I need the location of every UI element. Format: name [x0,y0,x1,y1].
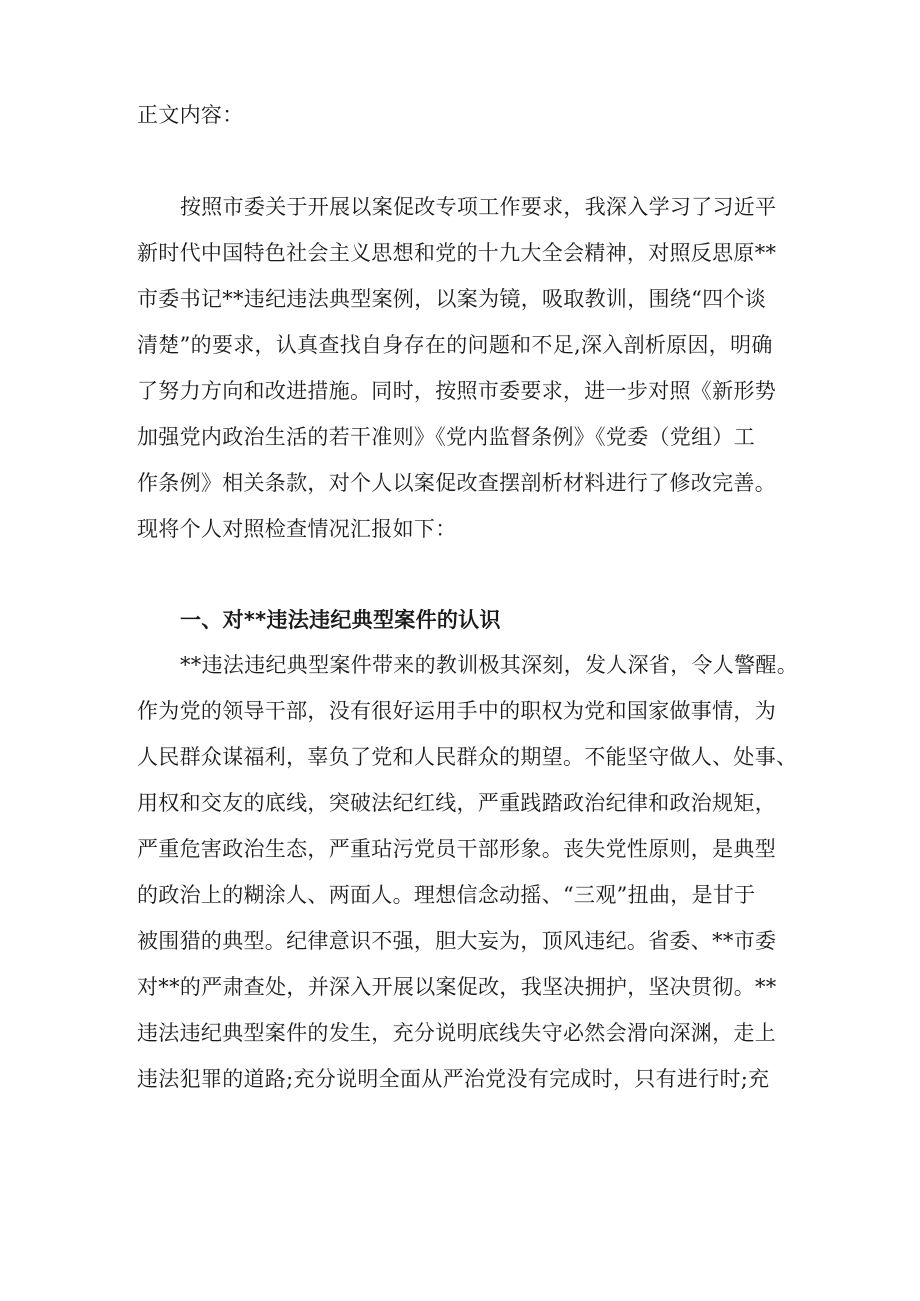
intro-line: 作条例》相关条款，对个人以案促改查摆剖析材料进行了修改完善。 [137,471,776,495]
intro-line: 市委书记**违纪违法典型案例，以案为镜，吸取教训，围绕“四个谈 [137,287,767,311]
body-line: 作为党的领导干部，没有很好运用手中的职权为党和国家做事情，为 [137,699,776,723]
body-line: 的政治上的糊涂人、两面人。理想信念动摇、“三观”扭曲，是甘于 [137,883,756,907]
body-line: 对**的严肃查处，并深入开展以案促改，我坚决拥护，坚决贯彻。** [137,975,777,999]
section-heading: 一、对**违法违纪典型案件的认识 [180,608,501,632]
content-label: 正文内容： [137,103,244,127]
intro-line: 按照市委关于开展以案促改专项工作要求，我深入学习了习近平 [180,195,777,219]
intro-line: 了努力方向和改进措施。同时，按照市委要求，进一步对照《新形势 [137,379,776,403]
intro-line: 现将个人对照检查情况汇报如下： [137,517,457,541]
body-line: 被围猎的典型。纪律意识不强，胆大妄为，顶风违纪。省委、**市委 [137,929,777,953]
body-line: 人民群众谋福利，辜负了党和人民群众的期望。不能坚守做人、处事、 [137,745,798,769]
body-line: 严重危害政治生态，严重玷污党员干部形象。丧失党性原则，是典型 [137,837,776,861]
intro-line: 新时代中国特色社会主义思想和党的十九大全会精神，对照反思原** [137,241,777,265]
body-line: 违法犯罪的道路;充分说明全面从严治党没有完成时，只有进行时;充 [137,1067,770,1091]
body-line: **违法违纪典型案件带来的教训极其深刻，发人深省，令人警醒。 [180,653,798,677]
body-line: 用权和交友的底线，突破法纪红线，严重践踏政治纪律和政治规矩， [137,791,776,815]
body-line: 违法违纪典型案件的发生，充分说明底线失守必然会滑向深渊，走上 [137,1021,776,1045]
intro-line: 加强党内政治生活的若干准则》《党内监督条例》《党委（党组）工 [137,425,755,449]
intro-line: 清楚”的要求，认真查找自身存在的问题和不足,深入剖析原因，明确 [137,333,773,357]
